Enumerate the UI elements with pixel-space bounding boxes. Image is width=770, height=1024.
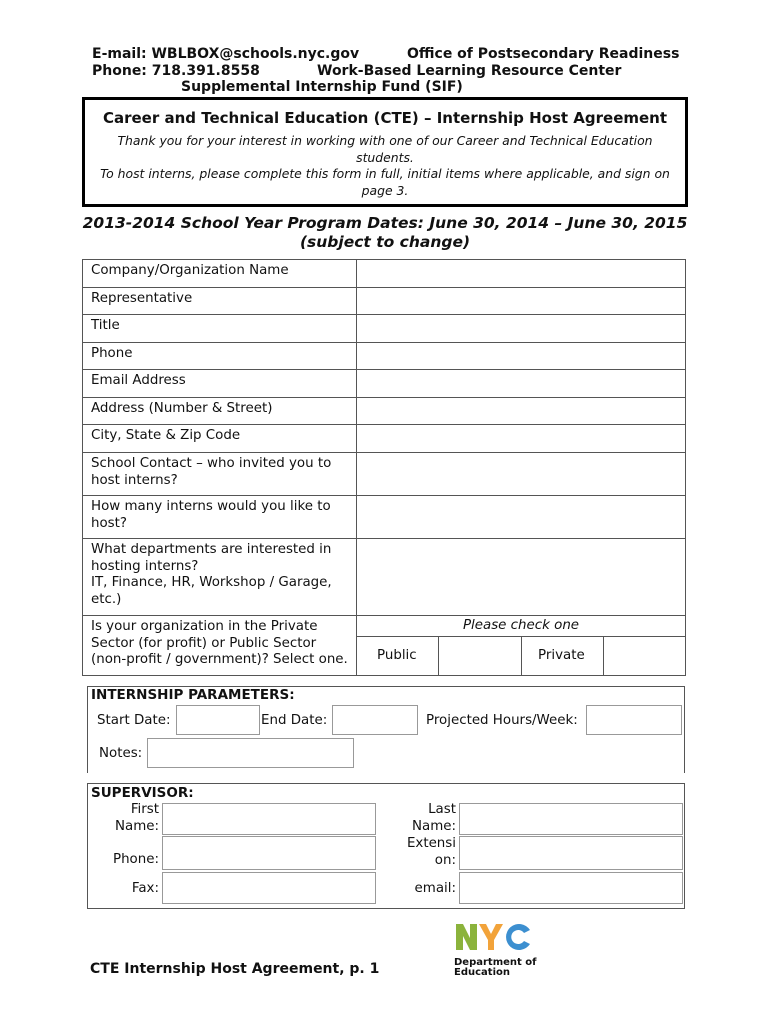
logo-line-1: Department of	[454, 957, 537, 968]
supervisor-heading: SUPERVISOR:	[91, 785, 194, 801]
extension-label	[378, 835, 456, 869]
logo-letter-n	[456, 924, 477, 950]
first-name-label	[88, 801, 159, 835]
extension-input[interactable]	[459, 836, 683, 870]
title-box	[82, 97, 688, 207]
last-name-label	[378, 801, 456, 835]
row-label-representative: Representative	[83, 288, 357, 315]
fax-input[interactable]	[162, 872, 376, 904]
internship-parameters-section	[87, 686, 685, 773]
page-footer: CTE Internship Host Agreement, p. 1	[90, 961, 380, 977]
start-date-label: Start Date:	[97, 713, 171, 728]
phone-field[interactable]	[357, 343, 686, 370]
last-name-input[interactable]	[459, 803, 683, 835]
program-dates: 2013-2014 School Year Program Dates: June 30, 2014 – June 30, 2015 (subject to change)	[82, 214, 688, 251]
representative-field[interactable]	[357, 288, 686, 315]
first-name-label-line-1: First	[130, 802, 159, 817]
row-label-intern-count: How many interns would you like to host?	[83, 496, 357, 539]
sector-cell	[357, 616, 686, 676]
row-label-title: Title	[83, 315, 357, 343]
fax-label: Fax:	[131, 881, 159, 896]
logo-letter-y	[479, 924, 503, 950]
address-field[interactable]	[357, 398, 686, 425]
public-label: Public	[357, 637, 439, 675]
row-label-departments	[83, 539, 357, 616]
internship-parameters-heading: INTERNSHIP PARAMETERS:	[91, 687, 295, 703]
logo-letter-c	[506, 924, 530, 950]
last-name-label-line-1: Last	[428, 802, 456, 817]
public-checkbox[interactable]	[439, 637, 522, 675]
departments-examples: IT, Finance, HR, Workshop / Garage, etc.)	[91, 575, 332, 607]
header-phone: Phone: 718.391.8558	[92, 63, 260, 79]
logo-line-2: Education	[454, 967, 510, 978]
extension-label-line-2: on:	[434, 853, 456, 868]
header-email: E-mail: WBLBOX@schools.nyc.gov	[92, 46, 360, 62]
supervisor-email-input[interactable]	[459, 872, 683, 904]
departments-question: What departments are interested in hosting interns?	[91, 542, 332, 574]
departments-field[interactable]	[357, 539, 686, 616]
intro-line-1: Thank you for your interest in working with one of our Career and Technical Education students.	[117, 133, 653, 165]
header-fund: Supplemental Internship Fund (SIF)	[181, 79, 463, 95]
host-info-table	[82, 259, 686, 676]
header-center: Work-Based Learning Resource Center	[317, 63, 622, 79]
nyc-doe-logo	[454, 920, 537, 978]
row-label-sector: Is your organization in the Private Sector (for profit) or Public Sector (non-profit / government)? Select one.	[83, 616, 357, 676]
supervisor-section	[87, 783, 685, 909]
header-office: Office of Postsecondary Readiness	[407, 46, 680, 62]
sector-options	[357, 636, 685, 675]
row-label-phone: Phone	[83, 343, 357, 370]
notes-input[interactable]	[147, 738, 354, 768]
last-name-label-line-2: Name:	[411, 819, 456, 834]
row-label-city: City, State & Zip Code	[83, 425, 357, 453]
form-title: Career and Technical Education (CTE) – Internship Host Agreement	[102, 109, 668, 127]
end-date-input[interactable]	[332, 705, 418, 735]
company-field[interactable]	[357, 260, 686, 288]
supervisor-email-label: email:	[414, 881, 456, 896]
title-field[interactable]	[357, 315, 686, 343]
city-state-zip-field[interactable]	[357, 425, 686, 453]
supervisor-phone-input[interactable]	[162, 836, 376, 870]
school-contact-field[interactable]	[357, 453, 686, 496]
first-name-input[interactable]	[162, 803, 376, 835]
start-date-input[interactable]	[176, 705, 260, 735]
end-date-label: End Date:	[261, 713, 328, 728]
check-one-heading: Please check one	[462, 618, 580, 633]
row-label-address: Address (Number & Street)	[83, 398, 357, 425]
nyc-logo-icon	[454, 920, 532, 952]
first-name-label-line-2: Name:	[114, 819, 159, 834]
notes-label: Notes:	[99, 746, 143, 761]
row-label-company: Company/Organization Name	[83, 260, 357, 288]
row-label-school-contact: School Contact – who invited you to host interns?	[83, 453, 357, 496]
intro-text	[91, 133, 679, 199]
row-label-email: Email Address	[83, 370, 357, 398]
extension-label-line-1: Extensi	[406, 836, 456, 851]
private-checkbox[interactable]	[604, 637, 685, 675]
intern-count-field[interactable]	[357, 496, 686, 539]
supervisor-phone-label: Phone:	[113, 852, 159, 867]
email-field[interactable]	[357, 370, 686, 398]
intro-line-2: To host interns, please complete this form in full, initial items where applicable, and sign on page 3.	[100, 166, 670, 198]
projected-hours-label: Projected Hours/Week:	[426, 713, 578, 728]
projected-hours-input[interactable]	[586, 705, 682, 735]
private-label: Private	[522, 637, 604, 675]
